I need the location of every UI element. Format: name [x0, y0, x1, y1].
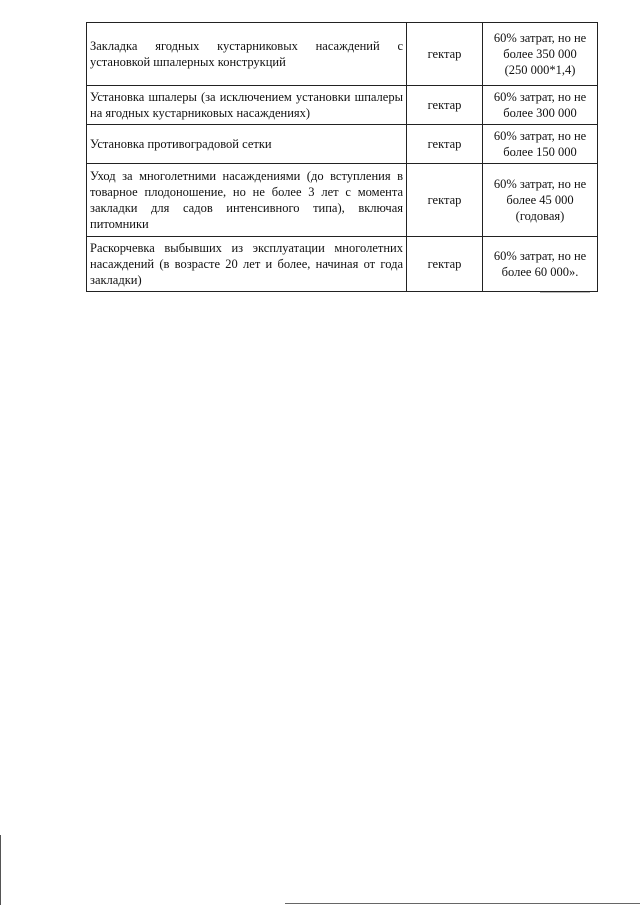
rate-cell: [483, 237, 598, 292]
rate-line: более 45 000: [506, 193, 574, 207]
rate-cell: [483, 23, 598, 86]
unit-cell: гектар: [407, 86, 483, 125]
table-row: [87, 23, 598, 86]
work-type-cell: Закладка ягодных кустарниковых насаждений с установкой шпалерных конструкций: [87, 23, 407, 86]
table-row: [87, 237, 598, 292]
work-type-cell: Раскорчевка выбывших из эксплуатации многолетних насаждений (в возрасте 20 лет и более, начиная от года закладки): [87, 237, 407, 292]
work-type-cell: Уход за многолетними насаждениями (до вступления в товарное плодоношение, но не более 3 лет с момента закладки для садов интенсивного типа), включая питомники: [87, 164, 407, 237]
unit-cell: гектар: [407, 125, 483, 164]
rate-line: 60% затрат, но не: [493, 90, 587, 104]
unit-cell: гектар: [407, 164, 483, 237]
rate-line: более 150 000: [503, 145, 577, 159]
table-row: [87, 86, 598, 125]
rate-line: 60% затрат, но не: [493, 177, 587, 191]
scan-edge-bottom: [285, 903, 640, 904]
rate-line: (годовая): [515, 209, 565, 223]
rate-cell: [483, 164, 598, 237]
rate-line: более 300 000: [503, 106, 577, 120]
rate-cell: [483, 86, 598, 125]
work-type-cell: Установка противоградовой сетки: [87, 125, 407, 164]
table-row: [87, 164, 598, 237]
table-row: [87, 125, 598, 164]
rate-line: (250 000*1,4): [504, 63, 576, 77]
scan-edge-left: [0, 835, 1, 905]
subsidy-rates-table: [86, 22, 598, 292]
rate-line: 60% затрат, но не: [493, 31, 587, 45]
unit-cell: гектар: [407, 23, 483, 86]
rate-line: 60% затрат, но не: [493, 249, 587, 263]
rate-cell: [483, 125, 598, 164]
rate-line: 60% затрат, но не: [493, 129, 587, 143]
rate-line: более 60 000».: [501, 265, 579, 279]
unit-cell: гектар: [407, 237, 483, 292]
rate-line: более 350 000: [503, 47, 577, 61]
scan-artifact-line: [540, 292, 590, 293]
work-type-cell: Установка шпалеры (за исключением установки шпалеры на ягодных кустарниковых насаждениях): [87, 86, 407, 125]
